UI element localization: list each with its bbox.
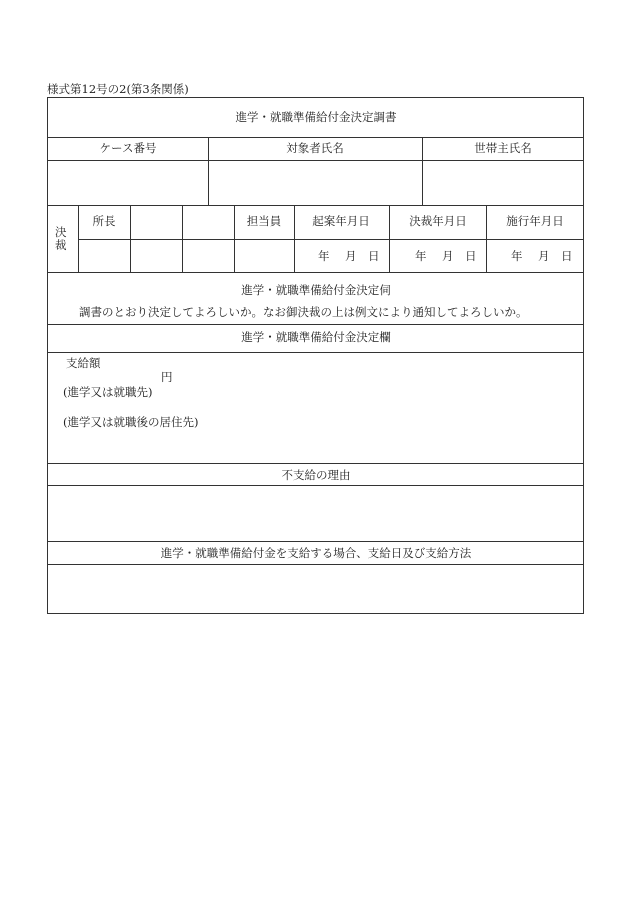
director-seal-cell[interactable] — [79, 240, 129, 271]
householder-name-cell[interactable] — [423, 161, 582, 204]
decision-date-header: 決裁年月日 — [409, 214, 467, 228]
approval-label-bottom: 裁 — [55, 238, 67, 252]
subject-name-header: 対象者氏名 — [286, 141, 344, 155]
form-number-label: 様式第12号の2(第3条関係) — [47, 82, 189, 96]
month-label: 月 — [442, 249, 454, 263]
rule — [389, 205, 390, 272]
decision-section-title: 進学・就職準備給付金決定欄 — [241, 330, 391, 344]
rule — [48, 272, 583, 273]
month-label: 月 — [345, 249, 357, 263]
inquiry-title: 進学・就職準備給付金決定伺 — [241, 283, 391, 297]
day-label: 日 — [561, 249, 573, 263]
householder-name-header: 世帯主氏名 — [474, 141, 532, 155]
decision-field[interactable] — [49, 353, 582, 462]
payment-method-field[interactable] — [49, 565, 582, 613]
subject-name-cell[interactable] — [209, 161, 421, 204]
residence-label: (進学又は就職後の居住先) — [63, 415, 199, 429]
case-number-cell[interactable] — [49, 161, 207, 204]
rule — [48, 205, 583, 206]
rule — [48, 541, 583, 542]
year-label: 年 — [511, 249, 523, 263]
rule — [48, 463, 583, 464]
rule — [48, 324, 583, 325]
decision-form-table — [47, 97, 584, 614]
staff-seal-cell[interactable] — [235, 240, 293, 271]
draft-date-header: 起案年月日 — [312, 214, 370, 228]
rule — [294, 205, 295, 272]
director-header: 所長 — [92, 214, 116, 228]
destination-label: (進学又は就職先) — [63, 385, 153, 399]
non-payment-reason-field[interactable] — [49, 486, 582, 540]
rule — [48, 137, 583, 138]
approval-label-top: 決 — [55, 225, 67, 239]
approver-seal-cell[interactable] — [183, 206, 233, 271]
year-label: 年 — [415, 249, 427, 263]
case-number-header: ケース番号 — [99, 141, 157, 155]
year-label: 年 — [318, 249, 330, 263]
inquiry-text: 調書のとおり決定してよろしいか。なお御決裁の上は例文により通知してよろしいか。 — [79, 305, 528, 319]
rule — [486, 205, 487, 272]
month-label: 月 — [538, 249, 550, 263]
payment-method-title: 進学・就職準備給付金を支給する場合、支給日及び支給方法 — [160, 546, 472, 560]
approver-seal-cell[interactable] — [131, 206, 181, 271]
amount-label: 支給額 — [66, 356, 101, 370]
day-label: 日 — [465, 249, 477, 263]
form-title: 進学・就職準備給付金決定調書 — [235, 110, 397, 124]
enforcement-date-header: 施行年月日 — [506, 214, 564, 228]
day-label: 日 — [368, 249, 380, 263]
non-payment-title: 不支給の理由 — [281, 468, 351, 482]
yen-unit: 円 — [161, 370, 173, 384]
staff-header: 担当員 — [246, 214, 282, 228]
